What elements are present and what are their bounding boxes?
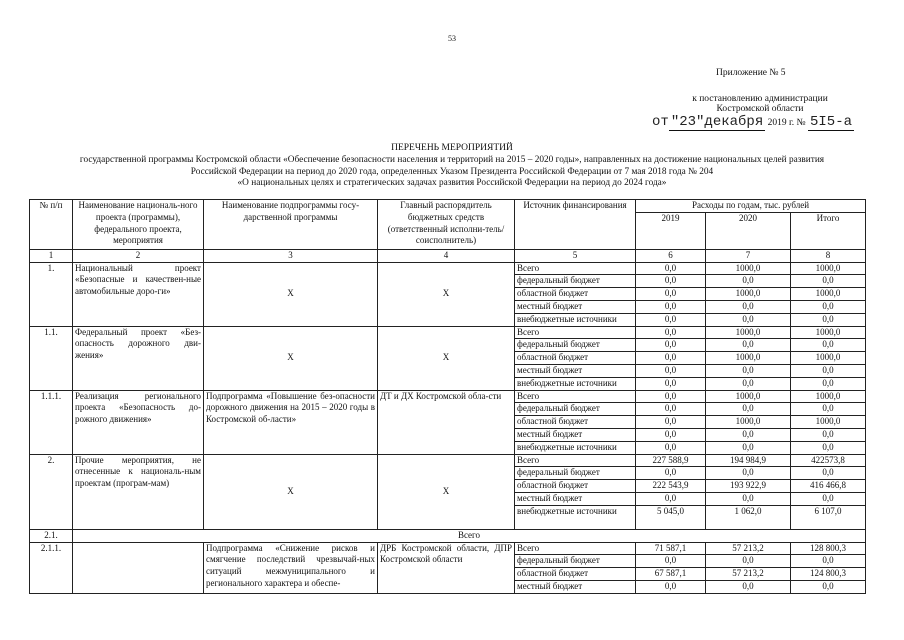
value-total: 1000,0: [791, 288, 866, 301]
value-total: 0,0: [791, 580, 866, 593]
value-2019: 0,0: [636, 580, 706, 593]
row-name: Реализация регионального проекта «Безопасность до-рожного движения»: [73, 390, 204, 454]
source-cell: Всего: [515, 542, 636, 555]
value-2020: 1000,0: [706, 288, 791, 301]
value-2019: 0,0: [636, 326, 706, 339]
value-2019: 0,0: [636, 390, 706, 403]
source-cell: областной бюджет: [515, 480, 636, 493]
value-2020: 0,0: [706, 467, 791, 480]
row-subprogram: Х: [204, 326, 378, 390]
row-num: 1.: [30, 262, 73, 326]
value-total: 1000,0: [791, 390, 866, 403]
col-number: 5: [515, 249, 636, 262]
value-2020: 0,0: [706, 555, 791, 568]
row-name: Прочие мероприятия, не отнесенные к националь-ным проектам (програм-мам): [73, 454, 204, 529]
source-cell: внебюджетные источники: [515, 313, 636, 326]
value-2020: 1000,0: [706, 326, 791, 339]
value-2019: 0,0: [636, 377, 706, 390]
value-2019: 0,0: [636, 428, 706, 441]
col-number: 8: [791, 249, 866, 262]
subtitle-line-2: Российской Федерации на период до 2020 года, определенных Указом Президента Российской Федерации от 7 мая 2018 года № 204: [190, 166, 714, 177]
header-num: № п/п: [30, 200, 73, 250]
row-num: 2.1.1.: [30, 542, 73, 593]
header-2019: 2019: [636, 212, 706, 249]
value-total: 0,0: [791, 364, 866, 377]
row-manager: Х: [378, 262, 515, 326]
header-source: Источник финансирования: [515, 200, 636, 250]
source-cell: внебюджетные источники: [515, 441, 636, 454]
decree-line1: к постановлению администрации: [692, 94, 828, 104]
source-cell: областной бюджет: [515, 568, 636, 581]
value-2019: 0,0: [636, 555, 706, 568]
decree-number: 5I5-а: [810, 114, 853, 130]
row-name: Федеральный проект «Без-опасность дорожного дви-жения»: [73, 326, 204, 390]
section-total-label: Всего: [73, 529, 866, 542]
source-cell: областной бюджет: [515, 288, 636, 301]
value-2019: 0,0: [636, 339, 706, 352]
source-cell: федеральный бюджет: [515, 467, 636, 480]
value-total: 422573,8: [791, 454, 866, 467]
row-manager: ДРБ Костромской области, ДПР Костромской области: [378, 542, 515, 593]
value-2020: 1000,0: [706, 352, 791, 365]
value-total: 6 107,0: [791, 505, 866, 529]
value-2020: 57 213,2: [706, 542, 791, 555]
row-num: 1.1.1.: [30, 390, 73, 454]
source-cell: областной бюджет: [515, 416, 636, 429]
row-subprogram: Х: [204, 262, 378, 326]
value-2020: 194 984,9: [706, 454, 791, 467]
value-2019: 227 588,9: [636, 454, 706, 467]
value-total: 1000,0: [791, 416, 866, 429]
value-total: 0,0: [791, 403, 866, 416]
source-cell: Всего: [515, 390, 636, 403]
value-2019: 0,0: [636, 492, 706, 505]
header-subprogram: Наименование подпрограммы госу-дарственной программы: [204, 200, 378, 250]
value-2020: 0,0: [706, 300, 791, 313]
source-cell: федеральный бюджет: [515, 275, 636, 288]
document-title: ПЕРЕЧЕНЬ МЕРОПРИЯТИЙ: [391, 143, 513, 153]
decree-date: "23"декабря: [670, 114, 764, 130]
col-number: 4: [378, 249, 515, 262]
value-2019: 0,0: [636, 416, 706, 429]
document-subtitle: [20, 155, 884, 190]
col-number: 2: [73, 249, 204, 262]
row-num: 2.1.: [30, 529, 73, 542]
value-2020: 0,0: [706, 441, 791, 454]
value-total: 0,0: [791, 428, 866, 441]
appendix-label: Приложение № 5: [716, 68, 786, 78]
value-2020: 57 213,2: [706, 568, 791, 581]
row-subprogram: Подпрограмма «Повышение без-опасности дорожного движения на 2015 – 2020 годы в Костромской об-ласти»: [204, 390, 378, 454]
value-total: 416 466,8: [791, 480, 866, 493]
source-cell: внебюджетные источники: [515, 505, 636, 529]
source-cell: федеральный бюджет: [515, 339, 636, 352]
value-total: 0,0: [791, 467, 866, 480]
value-2019: 0,0: [636, 364, 706, 377]
source-cell: местный бюджет: [515, 364, 636, 377]
value-2020: 0,0: [706, 403, 791, 416]
value-2020: 1 062,0: [706, 505, 791, 529]
value-2020: 1000,0: [706, 262, 791, 275]
value-2019: 0,0: [636, 352, 706, 365]
header-expenses: Расходы по годам, тыс. рублей: [636, 200, 866, 213]
source-cell: Всего: [515, 326, 636, 339]
value-2019: 222 543,9: [636, 480, 706, 493]
value-total: 0,0: [791, 492, 866, 505]
value-2019: 0,0: [636, 403, 706, 416]
value-total: 0,0: [791, 300, 866, 313]
value-2020: 0,0: [706, 339, 791, 352]
value-2019: 0,0: [636, 262, 706, 275]
row-num: 1.1.: [30, 326, 73, 390]
row-manager: Х: [378, 326, 515, 390]
row-num: 2.: [30, 454, 73, 529]
decree-line2: Костромской области: [716, 104, 804, 114]
source-cell: местный бюджет: [515, 300, 636, 313]
value-2019: 0,0: [636, 441, 706, 454]
value-2020: 0,0: [706, 275, 791, 288]
row-name: Национальный проект «Безопасные и качествен-ные автомобильные доро-ги»: [73, 262, 204, 326]
measures-table: [29, 199, 866, 594]
subtitle-line-3: «О национальных целях и стратегических задачах развития Российской Федерации на период до 2024 года»: [237, 178, 667, 188]
row-subprogram: Х: [204, 454, 378, 529]
value-total: 0,0: [791, 339, 866, 352]
row-manager: ДТ и ДХ Костромской обла-сти: [378, 390, 515, 454]
value-2020: 0,0: [706, 492, 791, 505]
value-2019: 67 587,1: [636, 568, 706, 581]
value-2019: 71 587,1: [636, 542, 706, 555]
value-2019: 0,0: [636, 300, 706, 313]
value-2019: 0,0: [636, 467, 706, 480]
subtitle-line-1: государственной программы Костромской области «Обеспечение безопасности населения и территорий на 2015 – 2020 годы», направленных на достижение национальных целей развития: [79, 155, 825, 165]
value-total: 0,0: [791, 275, 866, 288]
row-subprogram: Подпрограмма «Снижение рисков и смягчение последствий чрезвычай-ных ситуаций межмуниципального и регионального характера и обеспе-: [204, 542, 378, 593]
value-2019: 0,0: [636, 275, 706, 288]
value-total: 0,0: [791, 377, 866, 390]
value-2020: 0,0: [706, 580, 791, 593]
value-total: 128 800,3: [791, 542, 866, 555]
source-cell: Всего: [515, 454, 636, 467]
source-cell: областной бюджет: [515, 352, 636, 365]
value-2020: 1000,0: [706, 390, 791, 403]
value-2020: 0,0: [706, 428, 791, 441]
header-2020: 2020: [706, 212, 791, 249]
col-number: 1: [30, 249, 73, 262]
header-total: Итого: [791, 212, 866, 249]
col-number: 6: [636, 249, 706, 262]
source-cell: местный бюджет: [515, 428, 636, 441]
value-2020: 0,0: [706, 364, 791, 377]
decree-year: 2019 г. №: [767, 118, 806, 128]
row-name: [73, 542, 204, 593]
value-2019: 5 045,0: [636, 505, 706, 529]
source-cell: местный бюджет: [515, 492, 636, 505]
source-cell: федеральный бюджет: [515, 555, 636, 568]
header-manager: Главный распорядитель бюджетных средств (ответственный исполни-тель/соисполнитель): [378, 200, 515, 250]
source-cell: местный бюджет: [515, 580, 636, 593]
value-2020: 193 922,9: [706, 480, 791, 493]
decree-heading: [652, 94, 868, 114]
page-number: 53: [448, 34, 456, 43]
value-total: 1000,0: [791, 352, 866, 365]
value-total: 1000,0: [791, 262, 866, 275]
col-number: 7: [706, 249, 791, 262]
row-manager: Х: [378, 454, 515, 529]
value-total: 0,0: [791, 313, 866, 326]
source-cell: внебюджетные источники: [515, 377, 636, 390]
value-total: 124 800,3: [791, 568, 866, 581]
value-total: 0,0: [791, 441, 866, 454]
value-total: 1000,0: [791, 326, 866, 339]
value-2020: 0,0: [706, 313, 791, 326]
value-2019: 0,0: [636, 313, 706, 326]
col-number: 3: [204, 249, 378, 262]
source-cell: Всего: [515, 262, 636, 275]
decree-date-line: [652, 114, 854, 130]
value-2020: 1000,0: [706, 416, 791, 429]
value-total: 0,0: [791, 555, 866, 568]
value-2020: 0,0: [706, 377, 791, 390]
header-national-project: Наименование националь-ного проекта (программы), федерального проекта, мероприятия: [73, 200, 204, 250]
value-2019: 0,0: [636, 288, 706, 301]
decree-from: от: [652, 114, 669, 130]
source-cell: федеральный бюджет: [515, 403, 636, 416]
